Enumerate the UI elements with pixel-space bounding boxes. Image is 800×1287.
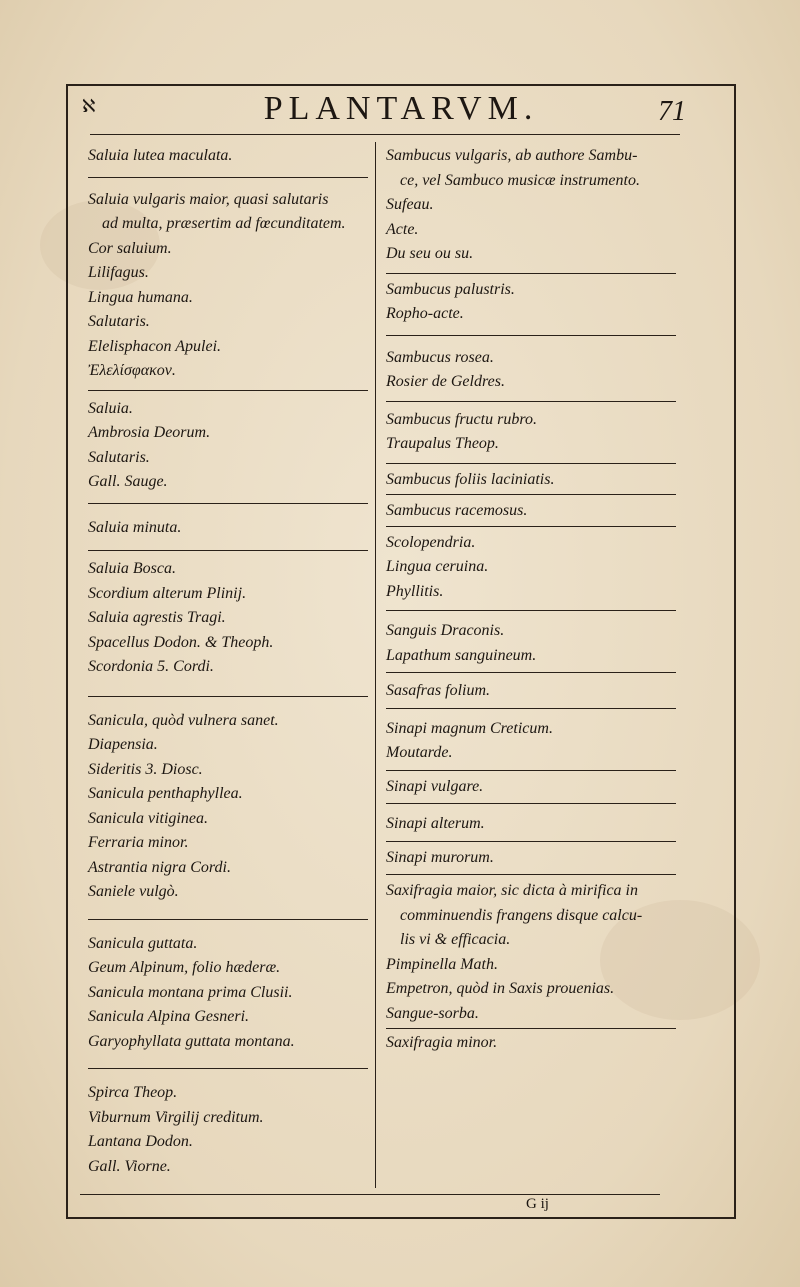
- entry-line: Saluia lutea maculata.: [88, 147, 233, 164]
- entry-line: Phyllitis.: [386, 582, 444, 600]
- entry-line: Sambucus rosea.: [386, 348, 494, 366]
- entry-line: Sanicula Alpina Gesneri.: [88, 1008, 250, 1025]
- entry-line: Du seu ou su.: [386, 245, 474, 262]
- entry-line: Salutaris.: [88, 313, 150, 330]
- entry-group: [386, 611, 676, 672]
- entry-group: [88, 1069, 368, 1179]
- entry-line: Scordium alterum Plinij.: [88, 584, 247, 602]
- entry-group: [386, 336, 676, 401]
- entry-group: [386, 274, 676, 335]
- entry-line: Sasafras folium.: [386, 682, 491, 699]
- entry-line: Pimpinella Math.: [386, 955, 498, 973]
- entry-line: Ferraria minor.: [88, 834, 189, 851]
- entry-line: Sinapi vulgare.: [386, 777, 484, 795]
- running-title: PLANTARVM.: [263, 90, 539, 127]
- entry-line: Saniele vulgò.: [88, 883, 179, 900]
- entry-line: Astrantia nigra Cordi.: [88, 858, 231, 876]
- bottom-rule: [80, 1194, 660, 1195]
- entry-group: [88, 144, 368, 177]
- entry-line: Lilifagus.: [88, 264, 149, 281]
- entry-line: Lapathum sanguineum.: [386, 646, 537, 664]
- entry-line: Sanicula guttata.: [88, 934, 198, 952]
- entry-line: Sanicula, quòd vulnera sanet.: [88, 711, 279, 729]
- entry-line: comminuendis frangens disque calcu-: [400, 906, 643, 924]
- entry-line: Ropho-acte.: [386, 305, 464, 322]
- entry-line: Rosier de Geldres.: [386, 373, 505, 390]
- entry-line: Acte.: [386, 220, 419, 238]
- entry-group: [386, 527, 676, 611]
- entry-line: Gall. Sauge.: [88, 473, 168, 490]
- column-divider: [375, 142, 376, 1188]
- entry-line: Gall. Viorne.: [88, 1157, 171, 1175]
- entry-line: Elelisphacon Apulei.: [88, 337, 222, 355]
- entry-line: Sanicula vitiginea.: [88, 809, 208, 827]
- entry-line: Sufeau.: [386, 196, 434, 213]
- header-mark: ℵ: [82, 96, 96, 116]
- entry-group: [386, 804, 676, 841]
- entry-line: Ἐλελίσφακον.: [88, 362, 176, 379]
- entry-group: [386, 402, 676, 463]
- entry-line: Sinapi alterum.: [386, 815, 485, 832]
- entry-group: [88, 391, 368, 503]
- entry-group: [386, 144, 676, 273]
- entry-group: [386, 709, 676, 770]
- entry-line: Saluia minuta.: [88, 518, 182, 536]
- entry-line: Saluia vulgaris maior, quasi salutaris: [88, 190, 329, 208]
- entry-line: Sanicula penthaphyllea.: [88, 785, 243, 802]
- entry-line: Traupalus Theop.: [386, 435, 499, 452]
- entry-group: [88, 178, 368, 390]
- entry-line: Saxifragia maior, sic dicta à mirifica in: [386, 882, 638, 899]
- entry-group: [88, 551, 368, 696]
- entry-line: Cor saluium.: [88, 239, 172, 257]
- entry-line: Saluia agrestis Tragi.: [88, 609, 226, 626]
- entry-line: Empetron, quòd in Saxis prouenias.: [386, 980, 615, 997]
- entry-line: Moutarde.: [386, 744, 453, 761]
- entry-line: Sambucus racemosus.: [386, 502, 528, 519]
- entry-group: [386, 842, 676, 875]
- entry-group: [386, 1029, 676, 1056]
- entry-line: Sambucus foliis laciniatis.: [386, 470, 555, 488]
- entry-line: Spirca Theop.: [88, 1084, 178, 1101]
- entry-line: Sinapi murorum.: [386, 848, 494, 866]
- entry-line: Saluia Bosca.: [88, 560, 176, 577]
- entry-group: [386, 875, 676, 1028]
- entry-group: [88, 920, 368, 1069]
- page-number: 71: [658, 96, 686, 127]
- right-column: [386, 144, 676, 1056]
- entry-line: Lantana Dodon.: [88, 1133, 193, 1150]
- entry-group: [386, 495, 676, 526]
- page-footer: [0, 1196, 800, 1220]
- entry-line: lis vi & efficacia.: [400, 931, 511, 948]
- entry-line: Scolopendria.: [386, 533, 476, 551]
- entry-line: ce, vel Sambuco musicæ instrumento.: [400, 171, 640, 189]
- entry-group: [386, 464, 676, 495]
- entry-line: Sideritis 3. Diosc.: [88, 760, 203, 778]
- left-column: [88, 144, 368, 1179]
- top-rule: [90, 134, 680, 135]
- entry-line: Sambucus vulgaris, ab authore Sambu-: [386, 147, 638, 164]
- entry-line: Viburnum Virgilij creditum.: [88, 1108, 264, 1126]
- entry-line: Sangue-sorba.: [386, 1004, 479, 1022]
- signature-mark: G ij: [526, 1196, 549, 1212]
- entry-line: Salutaris.: [88, 448, 150, 466]
- entry-line: Sanicula montana prima Clusii.: [88, 983, 293, 1001]
- entry-group: [88, 504, 368, 551]
- entry-group: [386, 771, 676, 804]
- entry-line: Saluia.: [88, 399, 133, 417]
- entry-line: Geum Alpinum, folio hæderæ.: [88, 959, 281, 976]
- entry-line: Sanguis Draconis.: [386, 622, 505, 639]
- entry-line: Sinapi magnum Creticum.: [386, 719, 553, 737]
- entry-line: Lingua humana.: [88, 288, 193, 306]
- entry-line: Garyophyllata guttata montana.: [88, 1032, 295, 1050]
- entry-group: [88, 697, 368, 919]
- entry-group: [386, 673, 676, 708]
- entry-line: Sambucus fructu rubro.: [386, 410, 537, 428]
- entry-line: Spacellus Dodon. & Theoph.: [88, 633, 274, 651]
- entry-line: Diapensia.: [88, 736, 158, 753]
- entry-line: Sambucus palustris.: [386, 280, 515, 298]
- entry-line: Lingua ceruina.: [386, 558, 489, 575]
- entry-line: Scordonia 5. Cordi.: [88, 658, 214, 675]
- entry-line: Ambrosia Deorum.: [88, 424, 211, 441]
- running-header: [66, 88, 736, 132]
- entry-line: Saxifragia minor.: [386, 1034, 498, 1051]
- entry-line: ad multa, præsertim ad fœcunditatem.: [102, 215, 346, 232]
